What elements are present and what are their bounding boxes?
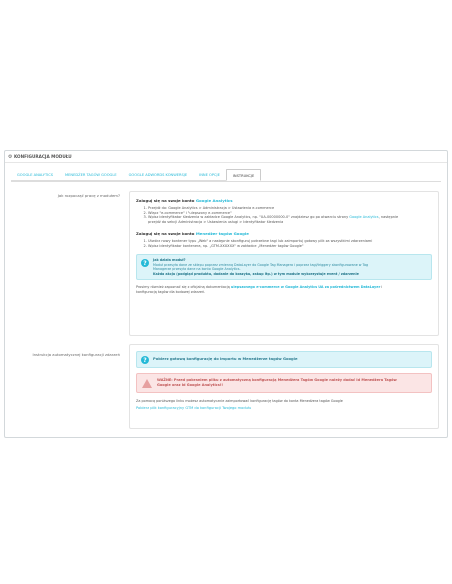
list-item: 2. Włącz "e-commerce" i "ulepszony e-commerce" bbox=[148, 211, 432, 216]
panel-title: KONFIGURACJA MODUŁU bbox=[13, 154, 72, 159]
gtm-heading: Zaloguj się na swoje konto Menedżer tagów Google bbox=[136, 230, 249, 236]
warning-icon bbox=[142, 379, 152, 388]
question-icon: ? bbox=[141, 259, 149, 267]
gtm-steps-list bbox=[136, 239, 432, 248]
tab-bar bbox=[11, 169, 261, 181]
download-config-info: ? Pobierz gotową konfigurację do importu w Menedżerze tagów Google bbox=[136, 351, 432, 368]
tab-other-options[interactable]: INNE OPCJE bbox=[193, 169, 226, 181]
ga-steps-list bbox=[136, 206, 432, 225]
section-label-auto-config: Instrukcja automatycznej konfiguracji zdarzeń bbox=[32, 352, 120, 357]
ga-site-link[interactable]: Google Analytics bbox=[349, 215, 379, 220]
how-it-works-info: ? Jak działa moduł? Moduł przesyła dane ze sklepu poprzez zmienną DataLayer do Google Tag Managera i poprzez tagi/triggery skonfigurowane w Tag Managerze przesyła dane na konto Google Analytics. Każda akcja (podgląd produktu, dodanie do koszyka, zakup itp.) w tym module wykorzystuje event / zdarzenie bbox=[136, 254, 432, 280]
gear-icon: ⚙ bbox=[8, 153, 13, 160]
panel-header bbox=[5, 151, 447, 163]
docs-paragraph: Prosimy również zapoznać się z oficjalną dokumentacją ulepszonego e-commerce w Google Analytics UA za pośrednictwem DataLayer i konfiguracją tagów dla kodowej zdarzeń. bbox=[136, 285, 383, 294]
docs-link[interactable]: ulepszonego e-commerce w Google Analytics UA za pośrednictwem DataLayer bbox=[230, 285, 381, 290]
list-item: 1. Utwórz nowy kontener typu „Web" a następnie skonfiguruj potrzebne tagi lub zaimportuj gotowy plik za wszystkimi zdarzeniami bbox=[148, 239, 432, 244]
list-item: 3. Wpisz identyfikator śledzenia w zakładce Google Analytics, np. "UA-00000000-0" znajdziesz go po otwarciu strony Google Analytics, następnie przejdź do sekcji Administracja > Ustawienia usługi > Identyfikator śledzenia bbox=[148, 215, 432, 224]
ga-heading-link[interactable]: Google Analytics bbox=[195, 198, 233, 203]
tab-instructions[interactable]: INSTRUKCJE bbox=[226, 169, 261, 181]
info-title: Jak działa moduł? bbox=[153, 258, 186, 263]
important-warning: WAŻNE: Przed pobraniem pliku z automatyczną konfiguracją Menedżera Tagów Google należy dodać Id Menedżera Tagów Google oraz Id Google Analytics!! bbox=[136, 373, 432, 393]
section-label-getting-started: Jak rozpocząć pracę z modułem? bbox=[57, 193, 120, 198]
tabs-divider bbox=[11, 181, 441, 182]
getting-started-box bbox=[129, 191, 439, 336]
auto-config-box bbox=[129, 344, 439, 429]
module-config-panel bbox=[4, 150, 448, 438]
gtm-heading-link[interactable]: Menedżer tagów Google bbox=[195, 230, 249, 236]
download-gtm-config-link[interactable]: Pobierz plik konfiguracyjny GTM do konfiguracji Twojego modułu bbox=[136, 405, 252, 410]
import-paragraph: Za pomocą poniższego linku możesz automatycznie zaimportować konfigurację tagów do konta Menedżera tagów Google bbox=[136, 399, 343, 403]
tab-google-tag-manager[interactable]: MENEDŻER TAGÓW GOOGLE bbox=[59, 169, 123, 181]
list-item: 1. Przejdź do: Google Analytics > Administracja > Ustawienia e-commerce bbox=[148, 206, 432, 211]
question-icon: ? bbox=[141, 356, 149, 364]
tab-adwords-conversions[interactable]: GOOGLE ADWORDS KONWERSJE bbox=[123, 169, 194, 181]
list-item: 2. Wpisz identyfikator kontenera, np. „GTM-XXXXXX" w zakładce „Menedżer tagów Google" bbox=[148, 244, 432, 249]
ga-heading: Zaloguj się na swoje konto Google Analytics bbox=[136, 198, 233, 203]
tab-google-analytics[interactable]: GOOGLE ANALYTICS bbox=[11, 169, 59, 181]
